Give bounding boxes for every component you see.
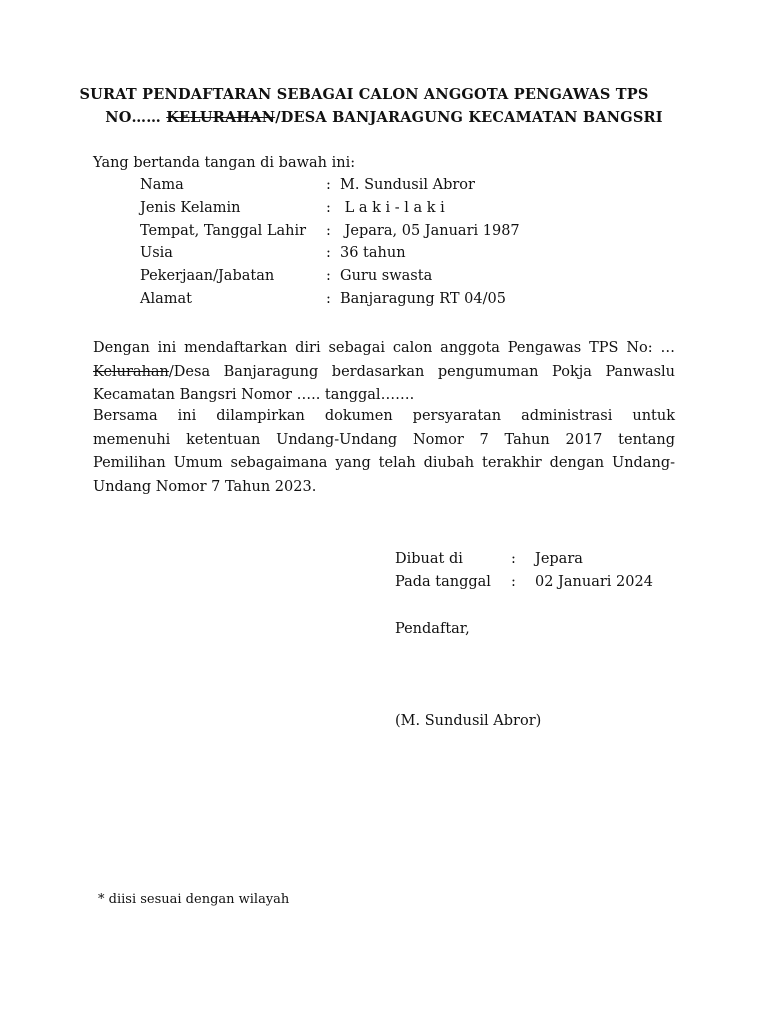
identity-value: Banjaragung RT 04/05 bbox=[340, 290, 506, 307]
date-value: 02 Januari 2024 bbox=[535, 574, 653, 590]
identity-label: Tempat, Tanggal Lahir bbox=[140, 222, 307, 239]
paragraph-line: Undang Nomor 7 Tahun 2023. bbox=[93, 478, 317, 495]
date-row bbox=[395, 574, 653, 597]
title-struck-kelurahan: KELURAHAN bbox=[166, 109, 276, 126]
registrant-label: Pendaftar, bbox=[395, 621, 470, 637]
place-colon: : bbox=[511, 551, 516, 567]
identity-row-name bbox=[140, 177, 520, 200]
place-label: Dibuat di bbox=[395, 551, 463, 567]
identity-colon: : bbox=[326, 290, 331, 307]
date-label: Pada tanggal bbox=[395, 574, 491, 590]
identity-row-birth bbox=[140, 223, 520, 246]
place-row bbox=[395, 551, 653, 574]
paragraph-line: memenuhi ketentuan Undang-Undang Nomor 7 Tahun 2017 tentang bbox=[93, 431, 675, 448]
intro-text: Yang bertanda tangan di bawah ini: bbox=[93, 155, 356, 171]
footnote: * diisi sesuai dengan wilayah bbox=[98, 892, 290, 907]
identity-label: Pekerjaan/Jabatan bbox=[140, 268, 275, 285]
identity-row-address bbox=[140, 291, 520, 314]
attachment-paragraph bbox=[93, 405, 675, 499]
identity-row-age bbox=[140, 245, 520, 268]
identity-value: M. Sundusil Abror bbox=[340, 177, 475, 193]
identity-colon: : bbox=[326, 199, 331, 216]
paragraph-line bbox=[93, 361, 675, 385]
identity-colon: : bbox=[326, 222, 331, 239]
paragraph-line: Kecamatan Bangsri Nomor ….. tanggal……. bbox=[93, 387, 415, 404]
paragraph-line-rest: /Desa Banjaragung berdasarkan pengumuman Pokja Panwaslu bbox=[168, 363, 675, 380]
title-village: /DESA BANJARAGUNG KECAMATAN BANGSRI bbox=[275, 109, 663, 126]
document-title-line2 bbox=[0, 109, 768, 126]
identity-label: Nama bbox=[140, 177, 184, 193]
signer-name: (M. Sundusil Abror) bbox=[395, 713, 542, 729]
place-date-block bbox=[395, 551, 653, 597]
identity-label: Usia bbox=[140, 245, 173, 262]
document-title-line1: SURAT PENDAFTARAN SEBAGAI CALON ANGGOTA PENGAWAS TPS bbox=[79, 86, 649, 103]
registration-paragraph bbox=[93, 337, 675, 408]
identity-colon: : bbox=[326, 268, 331, 285]
identity-label: Alamat bbox=[140, 290, 192, 307]
title-number: NO…… bbox=[105, 109, 167, 126]
identity-row-occupation bbox=[140, 268, 520, 291]
date-colon: : bbox=[511, 574, 516, 590]
identity-label: Jenis Kelamin bbox=[140, 199, 241, 216]
identity-value: 36 tahun bbox=[340, 245, 406, 262]
identity-colon: : bbox=[326, 177, 331, 193]
paragraph-line: Dengan ini mendaftarkan diri sebagai calon anggota Pengawas TPS No: … bbox=[93, 340, 675, 356]
paragraph-line: Pemilihan Umum sebagaimana yang telah diubah terakhir dengan Undang- bbox=[93, 455, 675, 472]
identity-row-gender bbox=[140, 200, 520, 223]
identity-value: Jepara, 05 Januari 1987 bbox=[340, 222, 520, 239]
identity-value: Guru swasta bbox=[340, 268, 433, 285]
identity-colon: : bbox=[326, 245, 331, 262]
identity-value: L a k i - l a k i bbox=[340, 199, 445, 216]
place-value: Jepara bbox=[535, 551, 583, 567]
struck-kelurahan: Kelurahan bbox=[93, 363, 169, 380]
identity-table bbox=[140, 177, 520, 314]
paragraph-line: Bersama ini dilampirkan dokumen persyaratan administrasi untuk bbox=[93, 408, 675, 424]
